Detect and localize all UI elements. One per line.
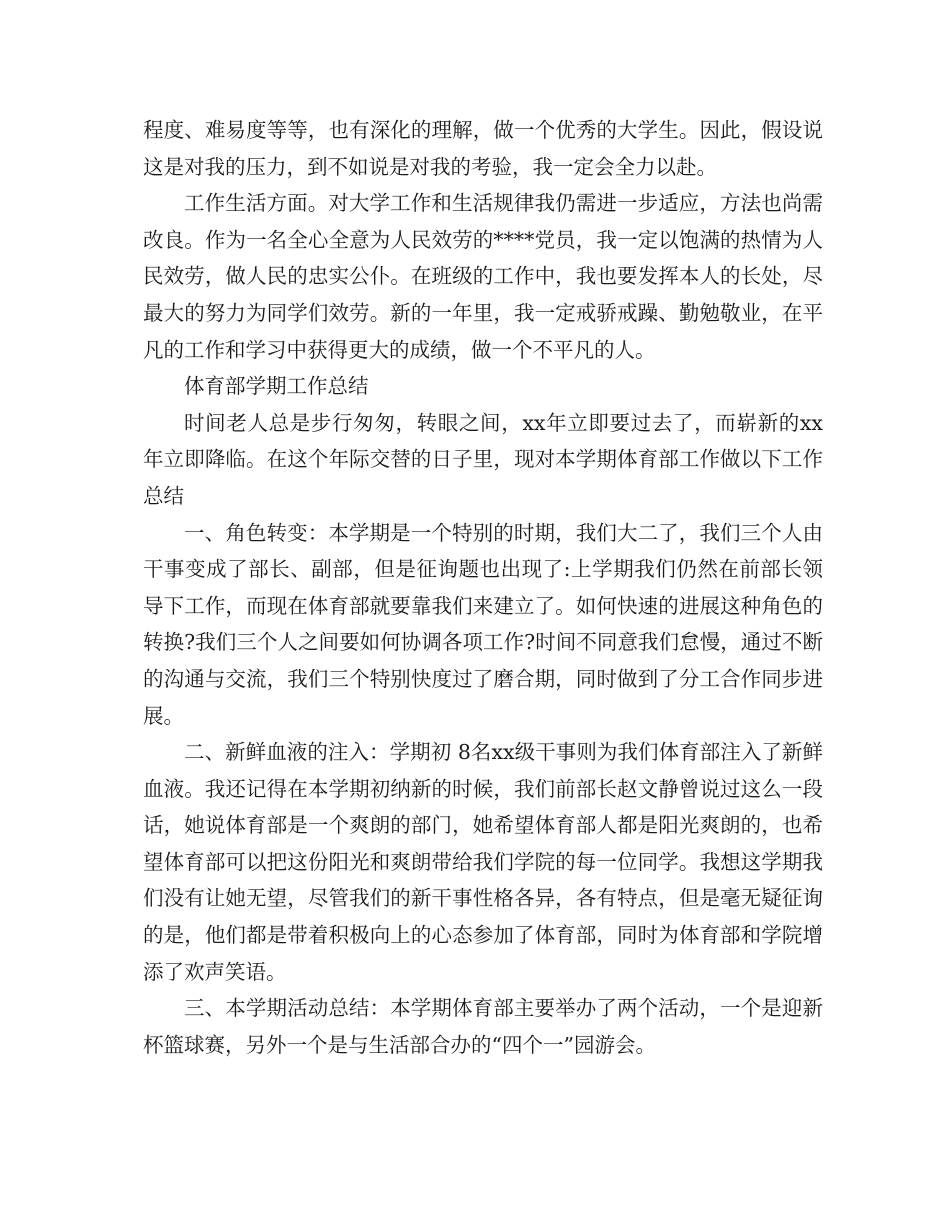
paragraph-new-members: 二、新鲜血液的注入：学期初 8名xx级干事则为我们体育部注入了新鲜血液。我还记得在本学期初纳新的时候，我们前部长赵文静曾说过这么一段话，她说体育部是一个爽朗的部门，她希望体育部人都是阳光爽朗的，也希望体育部可以把这份阳光和爽朗带给我们学院的每一位同学。我想这学期我们没有让她无望，尽管我们的新干事性格各异，各有特点，但是毫无疑征询的是，他们都是带着积极向上的心态参加了体育部，同时为体育部和学院增添了欢声笑语。 xyxy=(143,740,823,984)
section-heading: 体育部学期工作总结 xyxy=(184,374,369,399)
paragraph-intro: 时间老人总是步行匆匆，转眼之间，xx年立即要过去了，而崭新的xx年立即降临。在这个年际交替的日子里，现对本学期体育部工作做以下工作总结 xyxy=(143,410,823,508)
paragraph-work-life: 工作生活方面。对大学工作和生活规律我仍需进一步适应，方法也尚需改良。作为一名全心全意为人民效劳的****党员，我一定以饱满的热情为人民效劳，做人民的忠实公仆。在班级的工作中，我也要发挥本人的长处，尽最大的努力为同学们效劳。新的一年里，我一定戒骄戒躁、勤勉敬业，在平凡的工作和学习中获得更大的成绩，做一个不平凡的人。 xyxy=(143,191,823,362)
paragraph-activities: 三、本学期活动总结：本学期体育部主要举办了两个活动，一个是迎新杯篮球赛，另外一个是与生活部合办的“四个一”园游会。 xyxy=(143,996,823,1057)
paragraph-continuation: 程度、难易度等等，也有深化的理解，做一个优秀的大学生。因此，假设说这是对我的压力，到不如说是对我的考验，我一定会全力以赴。 xyxy=(143,118,823,179)
document-body xyxy=(143,112,823,1063)
paragraph-role-change: 一、角色转变：本学期是一个特别的时期，我们大二了，我们三个人由干事变成了部长、副部，但是征询题也出现了:上学期我们仍然在前部长领导下工作，而现在体育部就要靠我们来建立了。如何快速的进展这种角色的转换?我们三个人之间要如何协调各项工作?时间不同意我们怠慢，通过不断的沟通与交流，我们三个特别快度过了磨合期，同时做到了分工合作同步进展。 xyxy=(143,520,823,728)
